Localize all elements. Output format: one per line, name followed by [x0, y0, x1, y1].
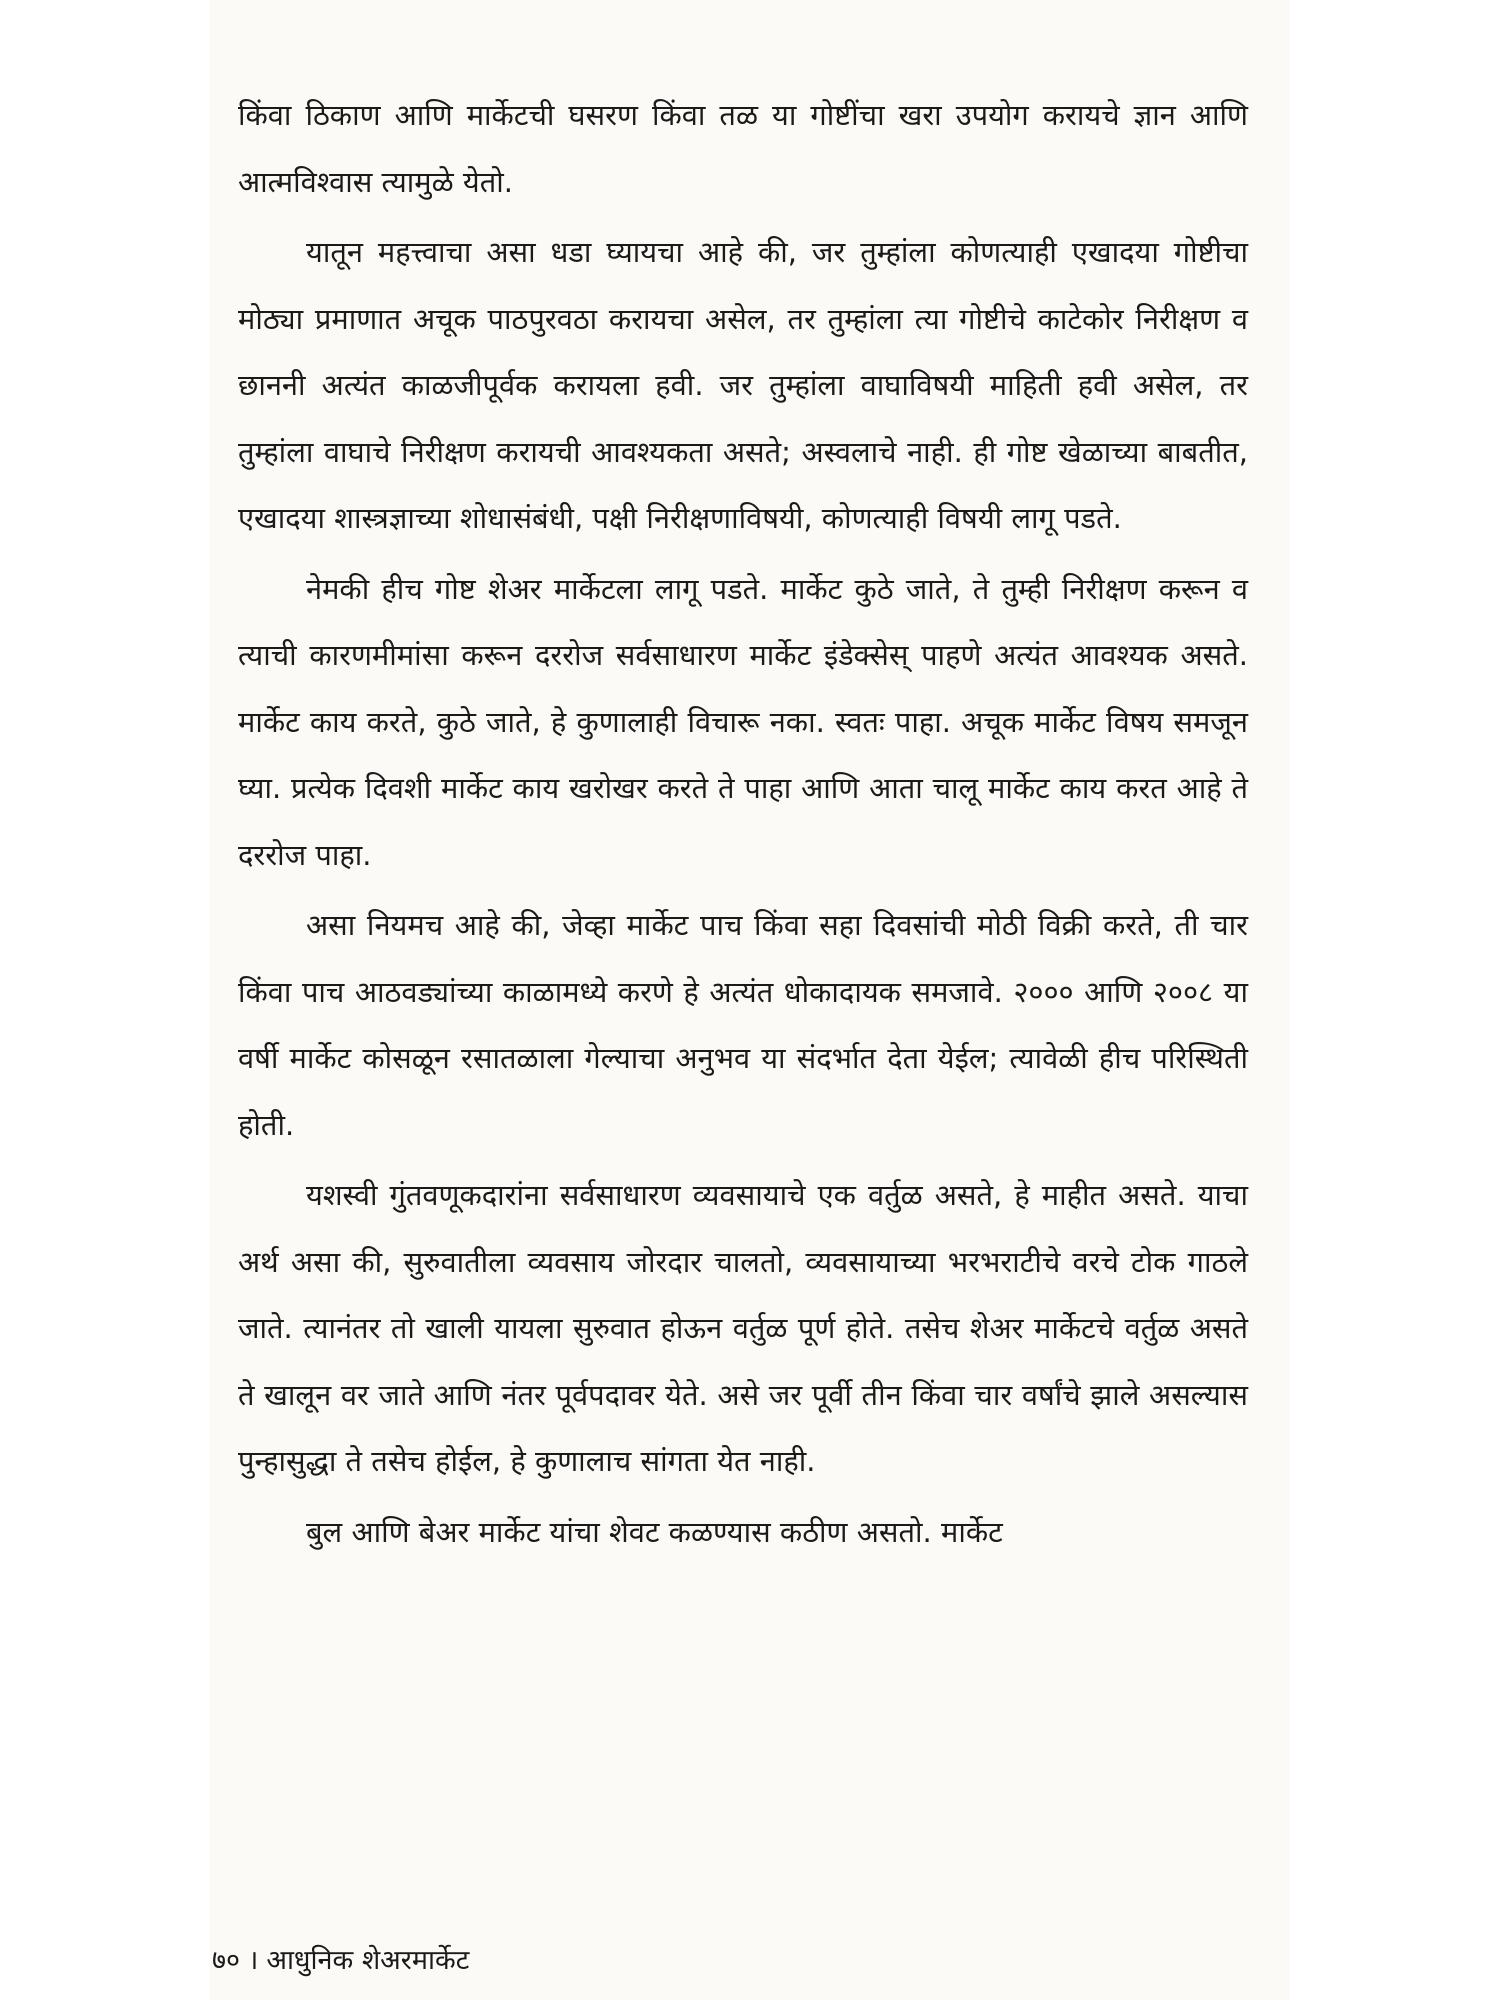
- book-page: [210, 0, 1290, 2000]
- paragraph-1: किंवा ठिकाण आणि मार्केटची घसरण किंवा तळ या गोष्टींचा खरा उपयोग करायचे ज्ञान आणि आत्मविश्वास त्यामुळे येतो.: [238, 98, 1248, 199]
- book-title: आधुनिक शेअरमार्केट: [266, 1945, 470, 1976]
- body-text: [238, 82, 1248, 1569]
- paragraph-2: यातून महत्त्वाचा असा धडा घ्यायचा आहे की, जर तुम्हांला कोणत्याही एखादया गोष्टीचा मोठ्या प्रमाणात अचूक पाठपुरवठा करायचा असेल, तर तुम्हांला त्या गोष्टीचे काटेकोर निरीक्षण व छाननी अत्यंत काळजीपूर्वक करायला हवी. जर तुम्हांला वाघाविषयी माहिती हवी असेल, तर तुम्हांला वाघाचे निरीक्षण करायची आवश्यकता असते; अस्वलाचे नाही. ही गोष्ट खेळाच्या बाबतीत, एखादया शास्त्रज्ञाच्या शोधासंबंधी, पक्षी निरीक्षणाविषयी, कोणत्याही विषयी लागू पडते.: [238, 235, 1248, 535]
- page-footer: [212, 1940, 469, 1977]
- paragraph-6: बुल आणि बेअर मार्केट यांचा शेवट कळण्यास कठीण असतो. मार्केट: [306, 1514, 1003, 1549]
- paragraph-5: यशस्वी गुंतवणूकदारांना सर्वसाधारण व्यवसायाचे एक वर्तुळ असते, हे माहीत असते. याचा अर्थ असा की, सुरुवातीला व्यवसाय जोरदार चालतो, व्यवसायाच्या भरभराटीचे वरचे टोक गाठले जाते. त्यानंतर तो खाली यायला सुरुवात होऊन वर्तुळ पूर्ण होते. तसेच शेअर मार्केटचे वर्तुळ असते ते खालून वर जाते आणि नंतर पूर्वपदावर येते. असे जर पूर्वी तीन किंवा चार वर्षांचे झाले असल्यास पुन्हासुद्धा ते तसेच होईल, हे कुणालाच सांगता येत नाही.: [238, 1178, 1248, 1478]
- footer-separator: ।: [248, 1945, 259, 1976]
- paragraph-4: असा नियमच आहे की, जेव्हा मार्केट पाच किंवा सहा दिवसांची मोठी विक्री करते, ती चार किंवा पाच आठवड्यांच्या काळामध्ये करणे हे अत्यंत धोकादायक समजावे. २००० आणि २००८ या वर्षी मार्केट कोसळून रसातळाला गेल्याचा अनुभव या संदर्भात देता येईल; त्यावेळी हीच परिस्थिती होती.: [238, 908, 1248, 1142]
- paragraph-3: नेमकी हीच गोष्ट शेअर मार्केटला लागू पडते. मार्केट कुठे जाते, ते तुम्ही निरीक्षण करून व त्याची कारणमीमांसा करून दररोज सर्वसाधारण मार्केट इंडेक्सेस् पाहणे अत्यंत आवश्यक असते. मार्केट काय करते, कुठे जाते, हे कुणालाही विचारू नका. स्वतः पाहा. अचूक मार्केट विषय समजून घ्या. प्रत्येक दिवशी मार्केट काय खरोखर करते ते पाहा आणि आता चालू मार्केट काय करत आहे ते दररोज पाहा.: [238, 571, 1248, 872]
- page-number: ७०: [212, 1945, 241, 1976]
